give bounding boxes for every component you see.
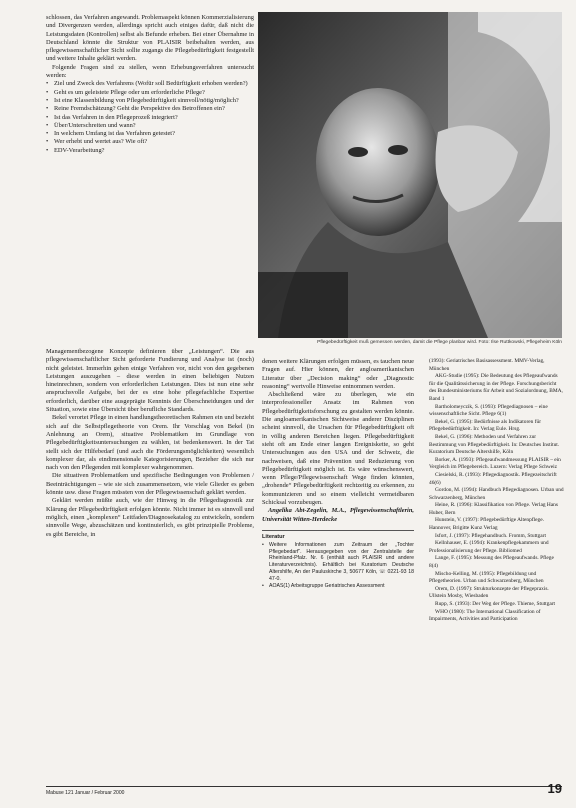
reference-item: Borker, A. (1993): Pflegeaufwandmessung PLAISIR – ein Vergleich im Pflegebereich. Luzern: Verlag Pflege Schweiz — [429, 456, 561, 471]
reference-item: Kellnhauser, E. (1994): Krankenpflegekammern und Professionalisierung der Pflege. Bibliomed — [429, 540, 549, 554]
left-column-bottom — [46, 348, 254, 539]
reference-item: Rupp, S. (1993): Der Weg der Pflege. Thieme, Stuttgart — [435, 601, 556, 607]
paragraph: Geklärt werden müßte auch, wie der Hinweg in die Pflegediagnostik zur Klärung der Pflegebedürftigkeit erfolgen könnte. Nicht immer ist es sinnvoll und möglich, einen „komplexen“ Leitfaden/Diagnosekatalog zu entwickeln, sondern sinnvolle Wege, abzuschätzen und kontinuierlich, es gibt prinzipielle Probleme, es gibt Bereiche, in — [46, 497, 254, 538]
references-column — [424, 358, 564, 624]
list-item: • In welchem Umfang ist das Verfahren getestet? — [46, 130, 254, 138]
reference-item: Ciesielski, R. (1993): Pflegediagnostik. Pflegezeitschrift 46(6) — [429, 471, 557, 486]
middle-column — [262, 358, 414, 589]
photo-caption: Pflegebedürftigkeit muß gemessen werden, damit die Pflege planbar wird. Foto: Ilse Ruttkowski, Pflegeheim Köln — [317, 340, 562, 345]
reference-item: Bartholomeyczik, S. (1993): Pflegediagnosen – eine wissenschaftliche Sicht. Pflege 6(1) — [429, 403, 548, 418]
footer-issue: Mabuse 121 Januar / Februar 2000 — [46, 790, 125, 796]
reference-item: (1993): Geriatrisches Basisassessment. MMV-Verlag, München — [429, 358, 545, 372]
literature-heading: Literatur — [262, 533, 285, 540]
literature-box — [262, 530, 414, 589]
reference-item: Bekel, G. (1995): Bedürfnisse als Indikatoren für Pflegebedürftigkeit. In: Verlag Eule. Hrsg. — [429, 418, 541, 433]
paragraph: Abschließend wäre zu überlegen, wie ein interprofessioneller Ansatz im Rahmen von Pflegebedürftigkeitsforschung zu gestalten werden könnte. Die angloamerikanischen Sichtweise anderer Disziplinen scheint sinnvoll, die Ursachen für Pflegebedürftigkeit oft in völlig anderen Bereichen liegen. Pflegebedürftigkeit sieht oft am Ende einer langen Ereigniskette, so geht Untersuchungen aus den USA und der Schweiz, die nachweisen, daß eine Prävention und Reduzierung von Pflegebedürftigkeit möglich ist. Es wäre wünschenswert, wenn Pflege/Pflegewissenschaft Wege finden könnten, „drohende“ Pflegebedürftigkeit rechtzeitig zu erkennen, zu kommunizieren und so einem vielleicht vermeidbaren Schicksal vorzubeugen. — [262, 391, 414, 507]
photo-elderly-man — [258, 12, 562, 338]
reference-item: Hunstein, V. (1997): Pflegebedürftige Altenpflege. Hannover, Brigitte Kunz Verlag — [429, 517, 544, 532]
reference-item: AKG-Studie (1995): Die Bedeutung des Pflegeaufwands für die Qualitätssicherung in der Pflege. Forschungsbericht des Bundesministeriums für Arbeit und Sozialordnung, BMA, Band 1 — [429, 373, 563, 402]
reference-item: Heine, R. (1996): Klassifikation von Pflege. Verlag Hans Huber, Bern — [429, 502, 558, 516]
list-item: • Wer erhebt und wertet aus? Wie oft? — [46, 138, 254, 146]
list-item: • Ist eine Klassenbildung von Pflegebedürftigkeit sinnvoll/nötig/möglich? — [46, 97, 254, 105]
reference-item: Mischo-Kelling, M. (1995): Pflegebildung und Pflegetheorien. Urban und Schwarzenberg, München — [429, 570, 544, 585]
author-credit: Angelika Abt-Zegelin, M.A., Pflegewissenschaftlerin, Universität Witten-Herdecke — [262, 507, 414, 523]
left-column-top — [46, 14, 254, 155]
paragraph: Die situativen Problematiken und spezifische Bedingungen von Problemen / Beeinträchtigungen – wie sie sich zusammensetzen, wie viele Glieder es geben könnte usw. diese Fragen müssten von der Pflegewissenschaft geklärt werden. — [46, 472, 254, 497]
paragraph: Managementbezogene Konzepte definieren über „Leistungen“. Die aus pflegewissenschaftlicher Sicht geforderte Fundierung und Analyse ist (noch) nicht geleistet. Immerhin gehen einige Verfahren vor, nicht von den gegebenen Leistungen auszugehen – diese werden in einen beliebigen Nutzen hineinrechnen, sondern von erforderlichen Leistungen. Dies ist nun eine sehr anspruchsvolle Aufgabe, bei der es eine hohe pflegefachliche Expertise erforderlich, darüber eine ausgeprägte Kenntnis der Überschneidungen und der Situation, sowie eine Übersicht über berufliche Standards. — [46, 348, 254, 414]
list-item: • EDV-Verarbeitung? — [46, 147, 254, 155]
reference-item: Gordon, M. (1994): Handbuch Pflegediagnosen. Urban und Schwarzenberg, München — [429, 487, 564, 501]
paragraph: denen weitere Klärungen erfolgen müssen, es tauchen neue Fragen auf. Hier können, der angloamerikanischen Literatur über „Decision making“ oder „Diagnostic reasoning“ wertvolle Hinweise entnommen werden. — [262, 358, 414, 390]
reference-item: Orem, D. (1997): Strukturkonzepte der Pflegepraxis. Ullstein Mosby, Wiesbaden — [429, 585, 549, 600]
reference-item: Lange, F. (1995): Messung des Pflegeaufwands. Pflege 8(4) — [429, 555, 554, 570]
reference-item: Isfort, J. (1997): Pflegehandbuch. Fromm, Stuttgart — [435, 532, 546, 539]
list-item: • Ist das Verfahren in den Pflegeprozeß integriert? — [46, 114, 254, 122]
page-number: 19 — [547, 781, 562, 796]
question-list — [46, 80, 254, 155]
literature-item: • Weitere Informationen zum Zeitraum der „Tochter Pflegebedarf“. Herausgegeben von der Zentralstelle der Rheinland-Pfalz. Nr. 6 (enthält auch PLAISIR und andere Literaturverzeichnis). Erhältlich bei Kuratorium Deutsche Altershilfe, An der Pauluskirche 3, 50677 Köln, ☏ 0221-93 18 47-0. — [262, 542, 414, 583]
literature-item: • AOAS(1) Arbeitsgruppe Geriatrisches Assessment — [262, 583, 414, 590]
list-item: • Ziel und Zweck des Verfahrens (Wofür soll Bedürftigkeit erhoben werden?) — [46, 80, 254, 88]
paragraph: schlossen, das Verfahren angewandt. Problemaspekt können Kommerzialisierung und Divergenzen werden, allerdings spricht auch einiges dafür, daß nicht die Leistungsdaten (Kontrollen) selbst als Befunde erheben. Bei einer Übernahme in Deutschland könnte die Struktur von PLAISIR beibehalten werden, aus pflegewissenschaftlicher Sicht sollte zugangs die Pflegebedürftigkeit festgestellt und weitere Inhalte geklärt werden. — [46, 14, 254, 63]
reference-item: WHO (1980): The International Classification of Impairments, Activities and Participation — [429, 608, 541, 623]
paragraph: Folgende Fragen sind zu stellen, wenn Erhebungsverfahren untersucht werden: — [46, 63, 254, 80]
list-item: • Über/Unterschreiten und wann? — [46, 122, 254, 130]
footer-divider — [46, 786, 562, 787]
list-item: • Reine Fremdschätzung? Geht die Perspektive des Betroffenen ein? — [46, 105, 254, 113]
reference-item: Bekel, G. (1996): Methoden und Verfahren zur Bestimmung von Pflegebedürftigkeit. In: Deutsches Institut. Kuratorium Deutsche Altershilfe, Köln — [429, 433, 560, 456]
list-item: • Geht es um geleistete Pflege oder um erforderliche Pflege? — [46, 89, 254, 97]
paragraph: Bekel verortet Pflege in einen handlungstheoretischen Rahmen ein und bezieht sich auf die Selbstpflegetheorie von Orem. Ihr Vorschlag von Bekel (in Anlehnung an Orem), situative Problematiken im Grundlage von Pflegebedürftigkeitsuntersuchungen zu wählen, ist bedenkenswert. In der Tat stellt sich der Hilfebedarf (und auch die Förderungsmöglichkeiten) wesentlich komplexer dar, als eindimensionale Kategorisierungen, Bezieher die sich nur nach von den Pflegenden mit komplexer wahrgenommen. — [46, 414, 254, 472]
